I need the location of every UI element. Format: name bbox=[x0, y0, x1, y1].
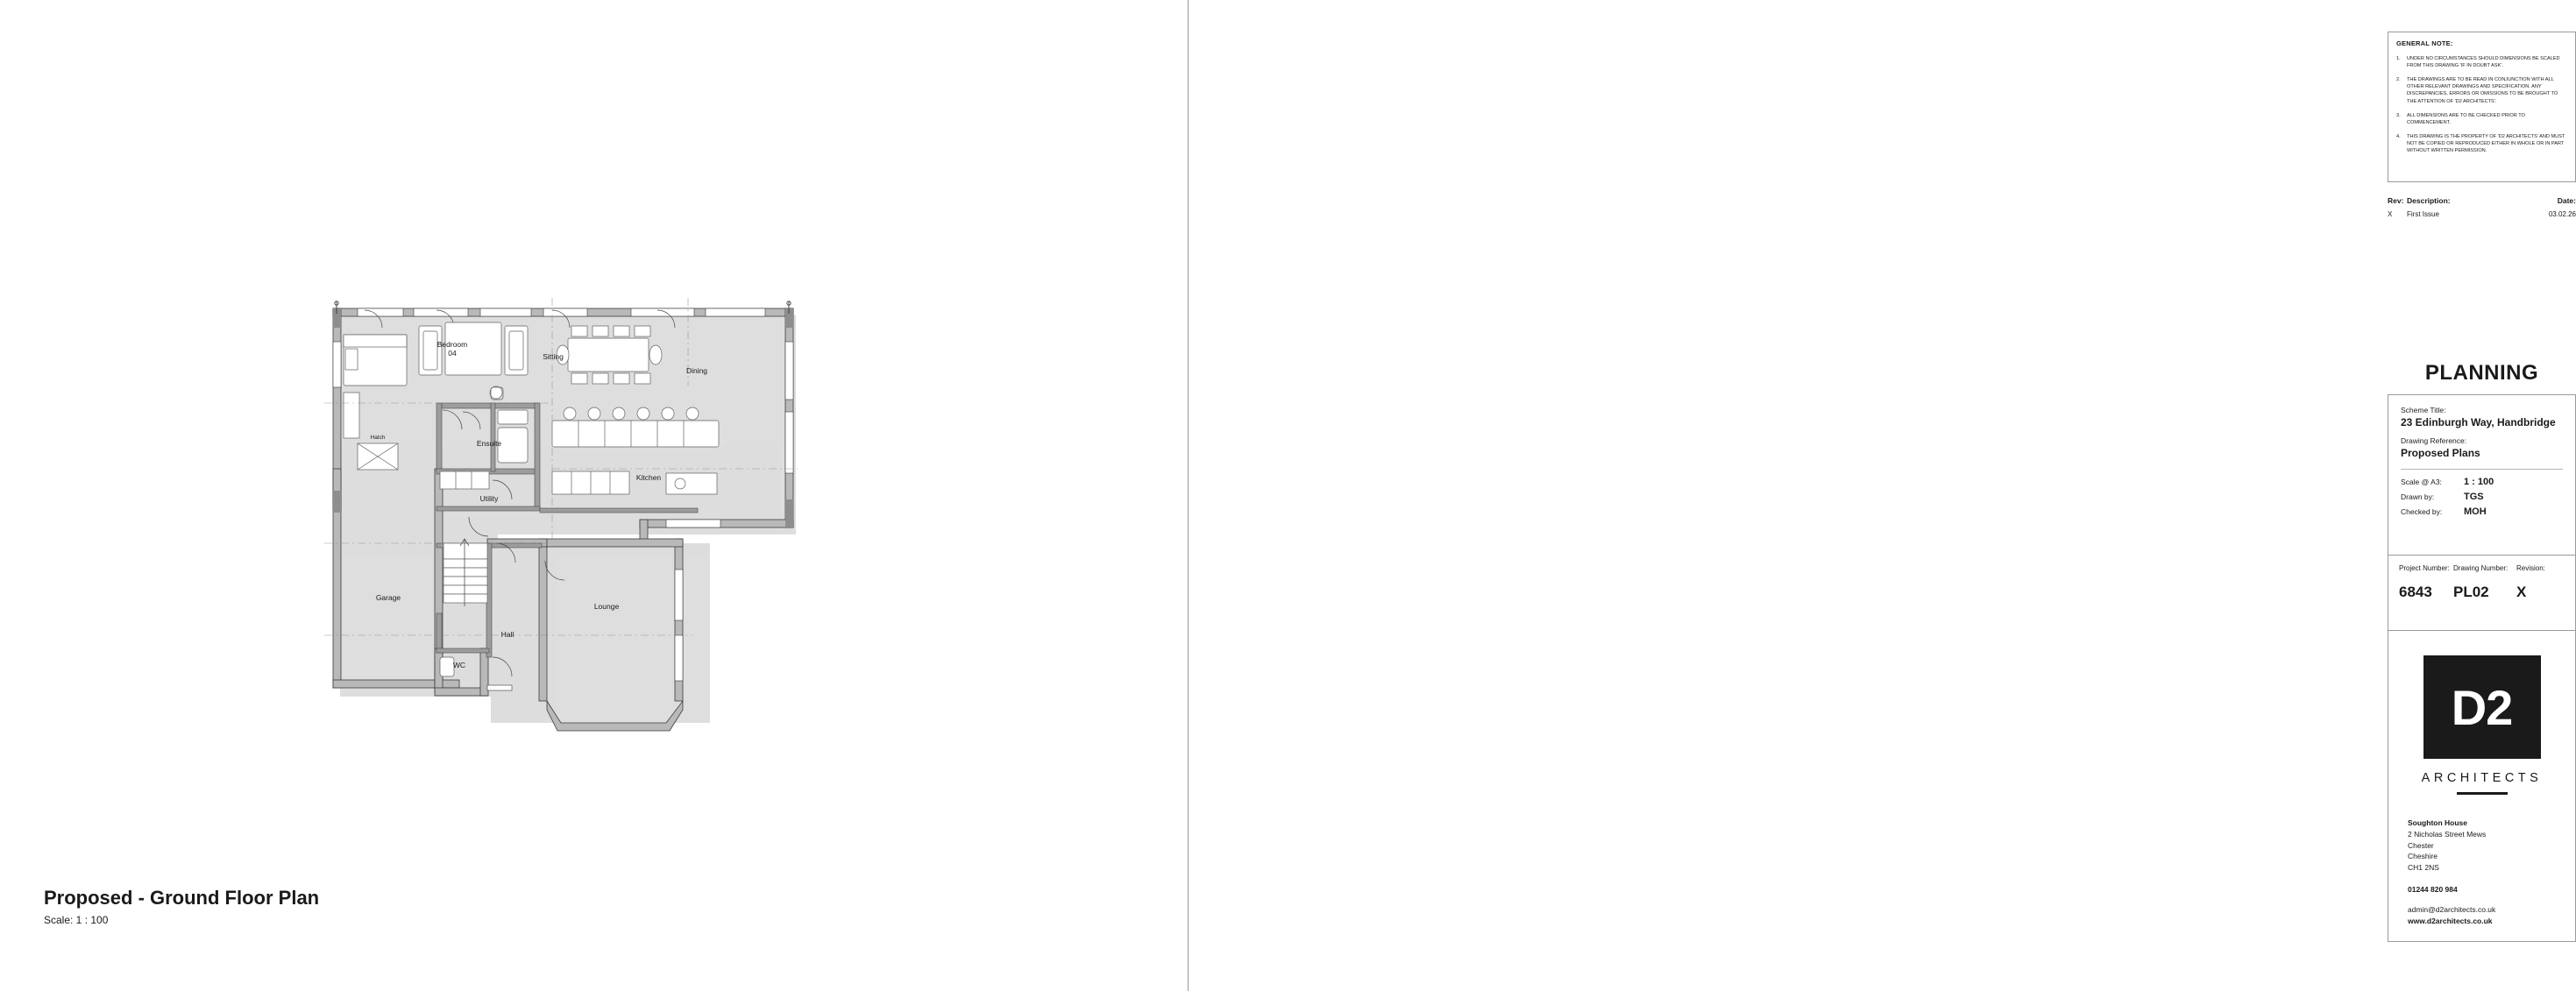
drawing-status: PLANNING bbox=[2424, 361, 2539, 385]
drawn-by-value: TGS bbox=[2464, 492, 2484, 502]
d2-logo-icon: D2 bbox=[2423, 655, 2541, 759]
scheme-info-box bbox=[2388, 394, 2576, 556]
page-title: Proposed - Ground Floor Plan bbox=[44, 887, 320, 909]
general-note-box bbox=[2388, 32, 2576, 182]
note-text: THE DRAWINGS ARE TO BE READ IN CONJUNCTION WITH ALL OTHER RELEVANT DRAWINGS AND SPECIFICATION. ANY DISCREPANCIES, ERRORS OR OMISSIONS TO BE BROUGHT TO THE ATTENTION OF 'D2 ARCHITECTS'. bbox=[2407, 77, 2558, 104]
room-label-hatch: Hatch bbox=[370, 435, 386, 441]
room-label-garage: Garage bbox=[375, 593, 401, 602]
revision-value: X bbox=[2516, 584, 2527, 600]
room-label-bedroom04: Bedroom bbox=[436, 340, 468, 349]
revision-col-rev: Rev: bbox=[2388, 196, 2404, 205]
practice-phone: 01244 820 984 bbox=[2408, 884, 2458, 894]
checked-by-row bbox=[2401, 506, 2563, 517]
room-label-ensuite: Ensuite bbox=[476, 439, 502, 448]
address-line-4: Cheshire bbox=[2408, 852, 2438, 861]
drawing-reference-label: Drawing Reference: bbox=[2401, 436, 2467, 445]
address-line-3: Chester bbox=[2408, 840, 2434, 850]
note-text: UNDER NO CIRCUMSTANCES SHOULD DIMENSIONS BE SCALED FROM THIS DRAWING 'IF IN DOUBT ASK'. bbox=[2407, 56, 2560, 69]
room-label-wc: WC bbox=[452, 661, 466, 669]
room-label-utility: Utility bbox=[479, 494, 499, 503]
drawn-by-label: Drawn by: bbox=[2401, 492, 2435, 501]
scheme-title-label: Scheme Title: bbox=[2401, 406, 2446, 414]
svg-text:04: 04 bbox=[448, 349, 457, 357]
title-block-panel bbox=[1188, 0, 2576, 991]
checked-by-label: Checked by: bbox=[2401, 507, 2443, 516]
revision-col-description: Description: bbox=[2407, 196, 2451, 205]
address-line-5: CH1 2NS bbox=[2408, 863, 2439, 872]
note-number: 1. bbox=[2396, 56, 2401, 61]
revision-rev: X bbox=[2388, 210, 2393, 218]
drawing-reference-value: Proposed Plans bbox=[2401, 447, 2480, 459]
revision-label: Revision: bbox=[2516, 564, 2545, 572]
practice-address bbox=[2408, 818, 2556, 874]
room-label-dining: Dining bbox=[685, 366, 708, 375]
general-note-item bbox=[2396, 112, 2567, 126]
note-text: THIS DRAWING IS THE PROPERTY OF 'D2 ARCHITECTS' AND MUST NOT BE COPIED OR REPRODUCED EITHER IN WHOLE OR IN PART WITHOUT WRITTEN PERMISSION. bbox=[2407, 133, 2565, 154]
practice-email[interactable]: admin@d2architects.co.uk bbox=[2408, 904, 2496, 914]
scheme-title-value: 23 Edinburgh Way, Handbridge bbox=[2401, 416, 2556, 428]
logo-rule bbox=[2457, 792, 2508, 795]
general-note-title: GENERAL NOTE: bbox=[2396, 39, 2453, 47]
room-label-sitting: Sitting bbox=[543, 352, 564, 361]
room-label-lounge: Lounge bbox=[593, 602, 620, 611]
practice-name: ARCHITECTS bbox=[2421, 771, 2543, 785]
room-label-kitchen: Kitchen bbox=[635, 473, 662, 482]
drawing-number-label: Drawing Number: bbox=[2453, 564, 2509, 572]
floor-plan-drawing bbox=[289, 280, 833, 771]
revision-date: 03.02.26 bbox=[2548, 210, 2576, 218]
drawing-numbers-box bbox=[2388, 556, 2576, 631]
checked-by-value: MOH bbox=[2464, 506, 2487, 517]
general-note-item bbox=[2396, 133, 2567, 154]
revision-col-date: Date: bbox=[2557, 196, 2576, 205]
note-text: ALL DIMENSIONS ARE TO BE CHECKED PRIOR TO COMMENCEMENT. bbox=[2407, 112, 2525, 125]
note-number: 2. bbox=[2396, 77, 2401, 83]
scale-row bbox=[2401, 477, 2563, 487]
drawing-numbers-header bbox=[2399, 564, 2565, 573]
drawn-by-row bbox=[2401, 492, 2563, 502]
project-number-label: Project Number: bbox=[2399, 564, 2450, 572]
page-scale: Scale: 1 : 100 bbox=[44, 914, 109, 926]
scale-value: 1 : 100 bbox=[2464, 477, 2494, 487]
room-label-hall: Hall bbox=[500, 630, 514, 639]
project-number-value: 6843 bbox=[2399, 584, 2432, 600]
address-line-1: Soughton House bbox=[2408, 818, 2467, 827]
drawing-number-value: PL02 bbox=[2453, 584, 2489, 600]
practice-website[interactable]: www.d2architects.co.uk bbox=[2408, 916, 2493, 925]
drawing-numbers-values bbox=[2399, 584, 2565, 601]
note-number: 3. bbox=[2396, 112, 2401, 118]
address-line-2: 2 Nicholas Street Mews bbox=[2408, 829, 2487, 839]
general-note-item bbox=[2396, 76, 2567, 104]
revision-description: First Issue bbox=[2407, 210, 2439, 218]
revision-row bbox=[2388, 210, 2576, 218]
note-number: 4. bbox=[2396, 133, 2401, 139]
revision-table-header bbox=[2388, 196, 2576, 205]
divider bbox=[2401, 469, 2563, 470]
general-note-item bbox=[2396, 55, 2567, 69]
scale-label: Scale @ A3: bbox=[2401, 478, 2442, 486]
practice-details-box bbox=[2388, 631, 2576, 942]
